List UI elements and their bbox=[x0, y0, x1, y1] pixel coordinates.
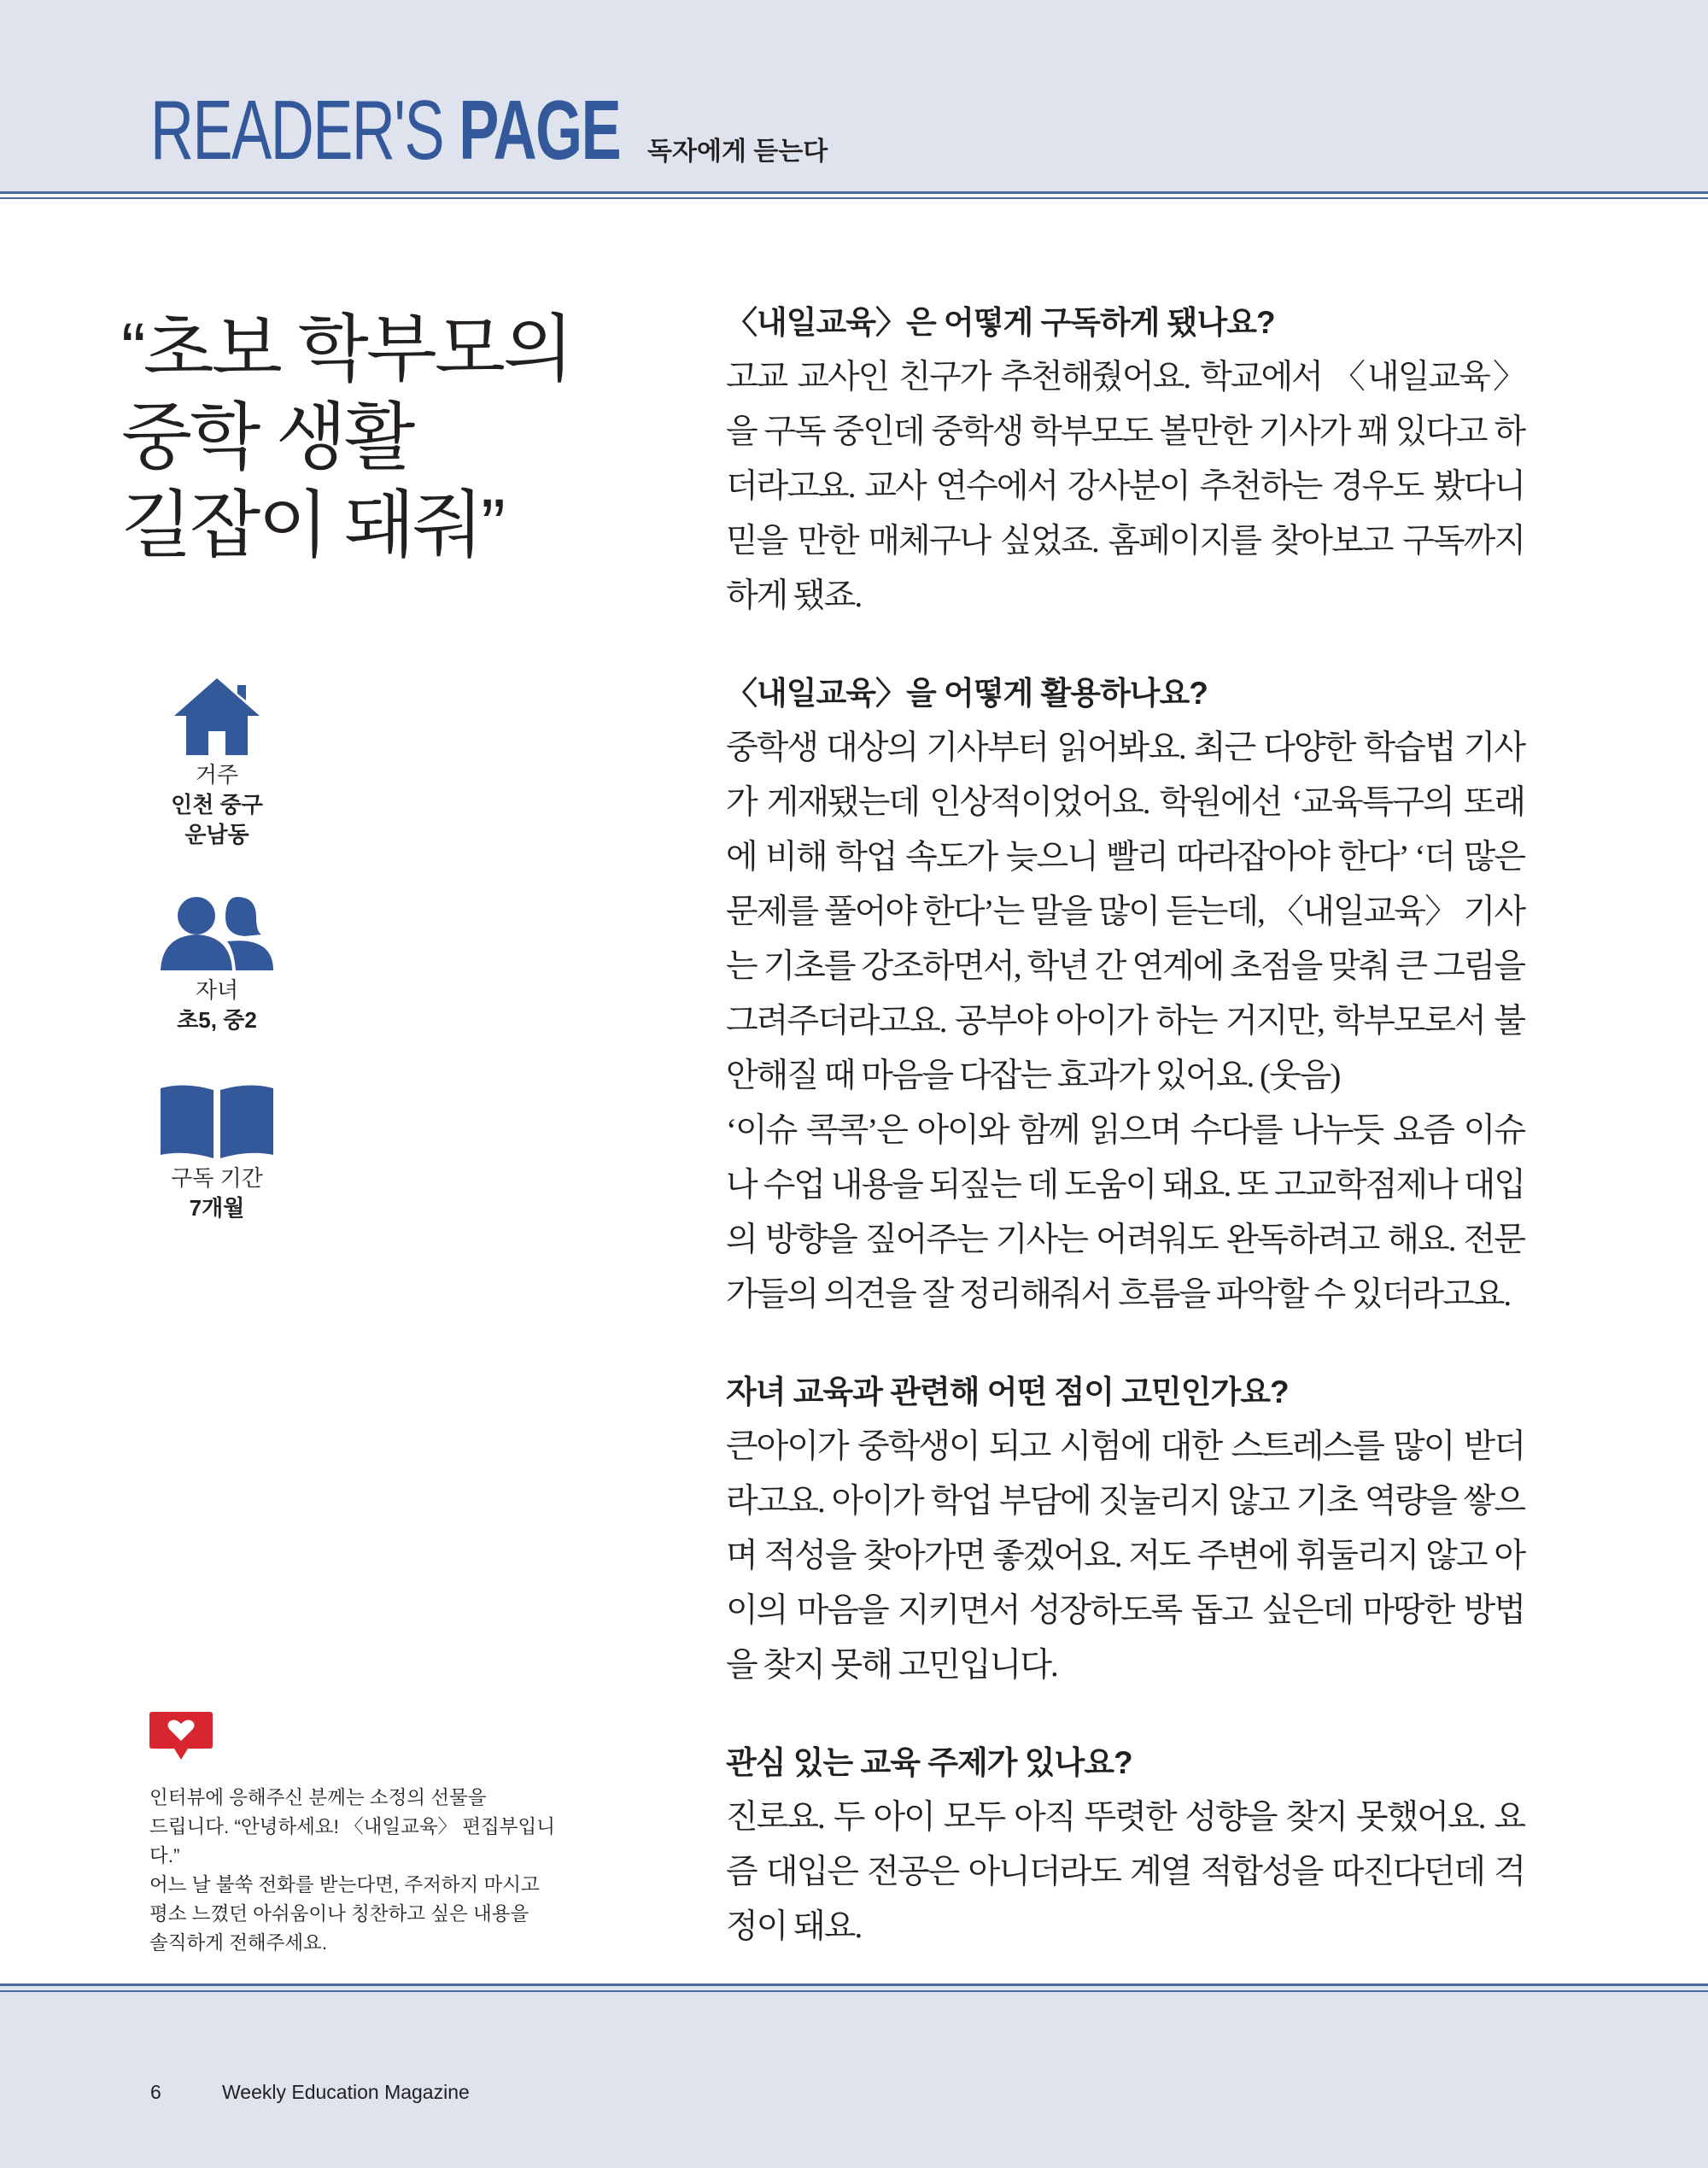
qa-item bbox=[726, 671, 1524, 1322]
notice-line: 어느 날 불쑥 전화를 받는다면, 주저하지 마시고 bbox=[149, 1874, 540, 1896]
profile-residence bbox=[132, 677, 302, 850]
notice-line: 솔직하게 전해주세요. bbox=[149, 1932, 328, 1954]
notice-line: 드립니다. “안녕하세요! 〈내일교육〉 편집부입니다.” bbox=[149, 1816, 555, 1866]
notice-line: 인터뷰에 응해주신 분께는 소정의 선물을 bbox=[149, 1787, 487, 1808]
people-icon bbox=[159, 894, 275, 970]
answer: 고교 교사인 친구가 추천해줬어요. 학교에서 〈내일교육〉을 구독 중인데 중학생 학부모도 볼만한 기사가 꽤 있다고 하더라고요. 교사 연수에서 강사분이 추천하는 경우도 봤다니 믿을 만한 매체구나 싶었죠. 홈페이지를 찾아보고 구독까지 하게 됐죠. bbox=[726, 359, 1524, 614]
divider bbox=[0, 1990, 1708, 1992]
question: 〈내일교육〉은 어떻게 구독하게 됐나요? bbox=[726, 305, 1275, 340]
profile-label: 거주 bbox=[195, 762, 239, 788]
profile-value: 운남동 bbox=[184, 822, 249, 847]
profile-value: 초5, 중2 bbox=[177, 1007, 257, 1033]
title-bold: PAGE bbox=[459, 83, 621, 177]
section-subtitle: 독자에게 듣는다 bbox=[647, 138, 828, 166]
question: 〈내일교육〉을 어떻게 활용하나요? bbox=[726, 676, 1208, 711]
qa-item bbox=[726, 301, 1524, 624]
page-number: 6 bbox=[150, 2081, 161, 2103]
profile-label: 구독 기간 bbox=[171, 1165, 263, 1191]
book-icon bbox=[159, 1081, 275, 1158]
headline-line: 길잡이 돼줘” bbox=[121, 484, 503, 566]
qa-item bbox=[726, 1370, 1524, 1693]
footer-band bbox=[0, 1983, 1708, 2168]
profile-value: 7개월 bbox=[189, 1195, 245, 1221]
divider bbox=[0, 191, 1708, 194]
answer: 진로요. 두 아이 모두 아직 뚜렷한 성향을 찾지 못했어요. 요즘 대입은 전공은 아니더라도 계열 적합성을 따진다던데 걱정이 돼요. bbox=[726, 1799, 1524, 1945]
notice-line: 평소 느꼈던 아쉬움이나 칭찬하고 싶은 내용을 bbox=[149, 1903, 529, 1925]
magazine-name: Weekly Education Magazine bbox=[222, 2081, 470, 2103]
profile-subscription bbox=[132, 1081, 302, 1223]
profile-value: 인천 중구 bbox=[171, 792, 263, 817]
profile-children bbox=[132, 894, 302, 1035]
divider bbox=[0, 1983, 1708, 1986]
house-icon bbox=[173, 677, 261, 755]
divider bbox=[0, 197, 1708, 199]
section-title bbox=[150, 82, 620, 179]
headline-line: 중학 생활 bbox=[121, 396, 413, 478]
headline bbox=[121, 306, 571, 570]
answer: 큰아이가 중학생이 되고 시험에 대한 스트레스를 많이 받더라고요. 아이가 학업 부담에 짓눌리지 않고 기초 역량을 쌓으며 적성을 찾아가면 좋겠어요. 저도 주변에 휘둘리지 않고 아이의 마음을 지키면서 성장하도록 돕고 싶은데 마땅한 방법을 찾지 못해 고민입니다. bbox=[726, 1428, 1524, 1684]
qa-item bbox=[726, 1741, 1524, 1954]
title-light: READER'S bbox=[150, 83, 444, 177]
heart-bubble-icon bbox=[149, 1712, 213, 1760]
answer: 중학생 대상의 기사부터 읽어봐요. 최근 다양한 학습법 기사가 게재됐는데 인상적이었어요. 학원에선 ‘교육특구의 또래에 비해 학업 속도가 늦으니 빨리 따라잡아야 한다’ ‘더 많은 문제를 풀어야 한다’는 말을 많이 듣는데, 〈내일교육〉 기사는 기초를 강조하면서, 학년 간 연계에 초점을 맞춰 큰 그림을 그려주더라고요. 공부야 아이가 하는 거지만, 학부모로서 불안해질 때 마음을 다잡는 효과가 있어요. (웃음) bbox=[726, 730, 1524, 1094]
interview-column bbox=[726, 301, 1524, 1954]
interview-notice bbox=[149, 1784, 559, 1958]
question: 관심 있는 교육 주제가 있나요? bbox=[726, 1745, 1132, 1780]
question: 자녀 교육과 관련해 어떤 점이 고민인가요? bbox=[726, 1374, 1289, 1409]
profile-label: 자녀 bbox=[195, 977, 239, 1003]
answer: ‘이슈 콕콕’은 아이와 함께 읽으며 수다를 나누듯 요즘 이슈나 수업 내용을 되짚는 데 도움이 돼요. 또 고교학점제나 대입의 방향을 짚어주는 기사는 어려워도 완독하려고 해요. 전문가들의 의견을 잘 정리해줘서 흐름을 파악할 수 있더라고요. bbox=[726, 1112, 1524, 1313]
headline-line: “초보 학부모의 bbox=[121, 308, 571, 390]
